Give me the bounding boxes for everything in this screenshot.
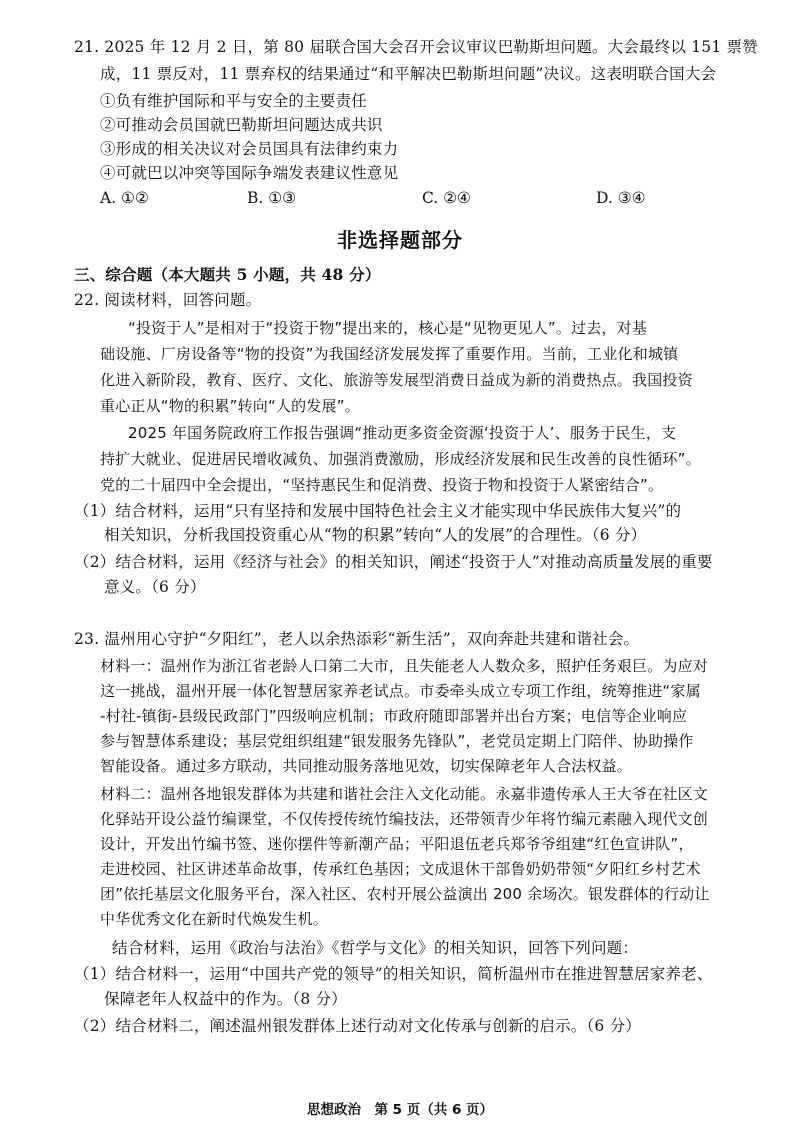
q21-option-c: C. ②④ bbox=[422, 189, 471, 207]
q21-item-2: ②可推动会员国就巴勒斯坦问题达成共识 bbox=[100, 116, 383, 134]
q23-sub2: （2）结合材料二，阐述温州银发群体上述行动对文化传承与创新的启示。（6 分） bbox=[74, 1017, 642, 1035]
q23-material2-line-4: 走进校园、社区讲述革命故事，传承红色基因；文成退休干部鲁奶奶带领“夕阳红乡村艺术 bbox=[100, 860, 701, 878]
q23-sub1-line-1: （1）结合材料一，运用“中国共产党的领导”的相关知识，简析温州市在推进智慧居家养老、 bbox=[74, 965, 713, 983]
q22-para2-line-2: 持扩大就业、促进居民增收减负、加强消费激励，形成经济发展和民生改善的良性循环”。 bbox=[100, 450, 701, 468]
q22-para1-line-3: 化进入新阶段，教育、医疗、文化、旅游等发展型消费日益成为新的消费热点。我国投资 bbox=[100, 371, 693, 389]
q23-material1-line-4: 参与智慧体系建设；基层党组织组建“银发服务先锋队”，老党员定期上门陪伴、协助操作 bbox=[100, 732, 694, 750]
q21-stem-line-2: 成，11 票反对，11 票弃权的结果通过“和平解决巴勒斯坦问题”决议。这表明联合国大会 bbox=[100, 65, 717, 83]
q22-para1-line-2: 础设施、厂房设备等“物的投资”为我国经济发展发挥了重要作用。当前，工业化和城镇 bbox=[100, 345, 679, 363]
q23-material2-line-2: 化驿站开设公益竹编课堂，不仅传授传统竹编技法，还带领青少年将竹编元素融入现代文创 bbox=[100, 810, 709, 828]
q23-material1-line-1: 材料一：温州作为浙江省老龄人口第二大市，且失能老人人数众多，照护任务艰巨。为应对 bbox=[100, 657, 709, 675]
q21-option-b: B. ①③ bbox=[247, 189, 297, 207]
q23-material1-line-2: 这一挑战，温州开展一体化智慧居家养老试点。市委牵头成立专项工作组，统筹推进“家属 bbox=[100, 682, 701, 700]
q22-para1-line-1: “投资于人”是相对于“投资于物”提出来的，核心是“见物更见人”。过去，对基 bbox=[128, 319, 648, 337]
q22-para2-line-1: 2025 年国务院政府工作报告强调“推动更多资金资源‘投资于人’、服务于民生，支 bbox=[128, 424, 677, 442]
q21-stem-line-1: 21. 2025 年 12 月 2 日，第 80 届联合国大会召开会议审议巴勒斯坦问题。大会最终以 151 票赞 bbox=[74, 38, 758, 56]
q22-para1-line-4: 重心正从“物的积累”转向“人的发展”。 bbox=[100, 397, 360, 415]
q23-material1-line-5: 智能设备。通过多方联动，共同推动服务落地见效，切实保障老年人合法权益。 bbox=[100, 757, 633, 775]
q21-item-3: ③形成的相关决议对会员国具有法律约束力 bbox=[100, 140, 399, 158]
q23-sub1-line-2: 保障老年人权益中的作为。（8 分） bbox=[104, 990, 347, 1008]
q22-heading: 22. 阅读材料，回答问题。 bbox=[74, 291, 262, 309]
q21-option-a: A. ①② bbox=[100, 189, 149, 207]
q23-material2-line-6: 中华优秀文化在新时代焕发生机。 bbox=[100, 910, 329, 928]
q21-item-1: ①负有维护国际和平与安全的主要责任 bbox=[100, 92, 367, 110]
q22-para2-line-3: 党的二十届四中全会提出，“坚持惠民生和促消费、投资于物和投资于人紧密结合”。 bbox=[100, 476, 664, 494]
q22-sub1-line-1: （1）结合材料，运用“只有坚持和发展中国特色社会主义才能实现中华民族伟大复兴”的 bbox=[74, 502, 682, 520]
q23-heading: 23. 温州用心守护“夕阳红”，老人以余热添彩“新生活”，双向奔赴共建和谐社会。 bbox=[74, 630, 640, 648]
q23-material2-line-5: 团”依托基层文化服务平台，深入社区、农村开展公益演出 200 余场次。银发群体的行动让 bbox=[100, 885, 710, 903]
q21-option-d: D. ③④ bbox=[596, 189, 646, 207]
q22-sub2-line-1: （2）结合材料，运用《经济与社会》的相关知识，阐述“投资于人”对推动高质量发展的重要 bbox=[74, 553, 713, 571]
q21-item-4: ④可就巴以冲突等国际争端发表建议性意见 bbox=[100, 164, 399, 182]
q23-instruction: 结合材料，运用《政治与法治》《哲学与文化》的相关知识，回答下列问题： bbox=[112, 939, 639, 957]
q22-sub1-line-2: 相关知识，分析我国投资重心从“物的积累”转向“人的发展”的合理性。（6 分） bbox=[104, 526, 647, 544]
section-title: 非选择题部分 bbox=[337, 228, 463, 252]
q23-material2-line-3: 设计，开发出竹编书签、迷你摆件等新潮产品；平阳退伍老兵郑爷爷组建“红色宣讲队”， bbox=[100, 835, 694, 853]
part3-heading: 三、综合题（本大题共 5 小题，共 48 分） bbox=[74, 265, 381, 284]
q23-material2-line-1: 材料二：温州各地银发群体为共建和谐社会注入文化动能。永嘉非遗传承人王大爷在社区文 bbox=[100, 785, 709, 803]
q23-material1-line-3: -村社-镇街-县级民政部门”四级响应机制；市政府随即部署并出台方案；电信等企业响应 bbox=[100, 707, 688, 725]
q22-sub2-line-2: 意义。（6 分） bbox=[104, 578, 206, 596]
page-footer: 思想政治 第 5 页（共 6 页） bbox=[306, 1102, 494, 1118]
